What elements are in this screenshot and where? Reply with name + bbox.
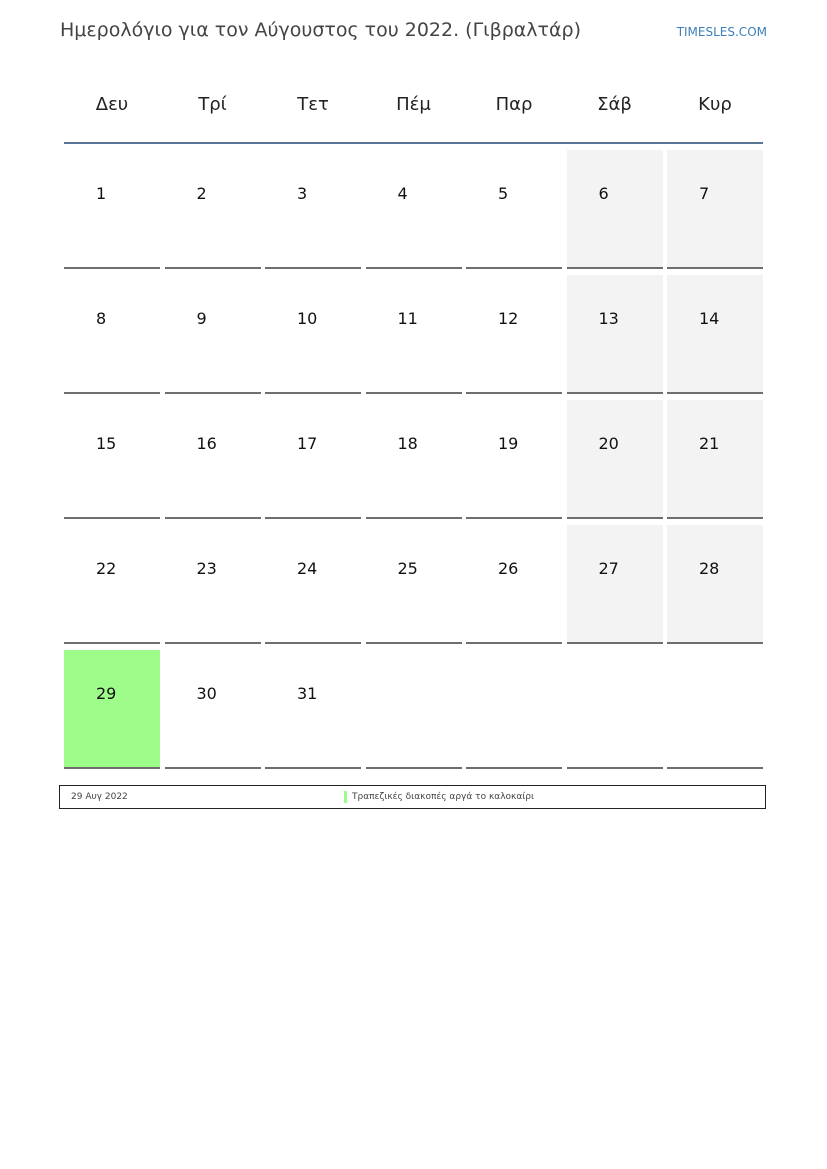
day-number: 29 — [96, 684, 117, 703]
day-cell-13 — [567, 275, 663, 394]
day-number: 6 — [598, 184, 609, 203]
day-cell-30 — [165, 650, 261, 769]
day-number: 1 — [96, 184, 107, 203]
day-number: 10 — [297, 309, 318, 328]
day-cell-10 — [265, 275, 361, 394]
day-number: 13 — [598, 309, 619, 328]
day-number: 2 — [196, 184, 207, 203]
day-number: 16 — [196, 434, 217, 453]
day-cell-22 — [64, 525, 160, 644]
holiday-color-marker — [344, 791, 347, 803]
day-cell-24 — [265, 525, 361, 644]
day-number: 21 — [699, 434, 720, 453]
day-number: 4 — [397, 184, 408, 203]
weekday-fri: Παρ — [495, 94, 533, 115]
day-number: 8 — [96, 309, 107, 328]
day-number: 22 — [96, 559, 117, 578]
day-cell-31 — [265, 650, 361, 769]
day-number: 14 — [699, 309, 720, 328]
day-number: 19 — [498, 434, 519, 453]
day-cell-26 — [466, 525, 562, 644]
day-cell-6 — [567, 150, 663, 269]
day-cell-21 — [667, 400, 763, 519]
day-cell-8 — [64, 275, 160, 394]
empty-day-cell — [466, 650, 562, 769]
day-number: 23 — [196, 559, 217, 578]
page-title: Ημερολόγιο για τον Αύγουστος του 2022. (Γιβραλτάρ) — [60, 19, 581, 41]
day-number: 9 — [196, 309, 207, 328]
day-number: 24 — [297, 559, 318, 578]
day-number: 30 — [196, 684, 217, 703]
weekday-header-row — [64, 80, 763, 144]
holiday-name: Τραπεζικές διακοπές αργά το καλοκαίρι — [352, 792, 535, 802]
day-cell-14 — [667, 275, 763, 394]
day-number: 5 — [498, 184, 509, 203]
weekday-mon: Δευ — [95, 94, 129, 115]
day-cell-28 — [667, 525, 763, 644]
day-number: 17 — [297, 434, 318, 453]
day-number: 20 — [598, 434, 619, 453]
weekday-sat: Σάβ — [597, 94, 632, 115]
day-cell-29 — [64, 650, 160, 769]
day-cell-27 — [567, 525, 663, 644]
holiday-date: 29 Αυγ 2022 — [71, 792, 128, 802]
day-number: 18 — [397, 434, 418, 453]
day-cell-23 — [165, 525, 261, 644]
day-cell-15 — [64, 400, 160, 519]
day-number: 7 — [699, 184, 710, 203]
day-cell-18 — [366, 400, 462, 519]
empty-day-cell — [567, 650, 663, 769]
day-number: 12 — [498, 309, 519, 328]
weekday-tue: Τρί — [198, 94, 227, 115]
day-number: 11 — [397, 309, 418, 328]
day-cell-4 — [366, 150, 462, 269]
weekday-sun: Κυρ — [698, 94, 732, 115]
day-number: 26 — [498, 559, 519, 578]
day-number: 28 — [699, 559, 720, 578]
day-cell-16 — [165, 400, 261, 519]
day-number: 3 — [297, 184, 308, 203]
weekday-wed: Τετ — [297, 94, 329, 115]
day-cell-17 — [265, 400, 361, 519]
day-cell-20 — [567, 400, 663, 519]
day-number: 15 — [96, 434, 117, 453]
day-cell-12 — [466, 275, 562, 394]
holiday-legend — [59, 785, 766, 809]
empty-day-cell — [667, 650, 763, 769]
day-number: 25 — [397, 559, 418, 578]
day-cell-25 — [366, 525, 462, 644]
day-cell-3 — [265, 150, 361, 269]
day-number: 31 — [297, 684, 318, 703]
day-cell-5 — [466, 150, 562, 269]
weekday-thu: Πέμ — [396, 94, 431, 115]
site-link[interactable]: TIMESLES.COM — [676, 25, 767, 39]
day-cell-7 — [667, 150, 763, 269]
day-number: 27 — [598, 559, 619, 578]
day-cell-1 — [64, 150, 160, 269]
day-cell-11 — [366, 275, 462, 394]
day-cell-19 — [466, 400, 562, 519]
empty-day-cell — [366, 650, 462, 769]
day-cell-9 — [165, 275, 261, 394]
day-cell-2 — [165, 150, 261, 269]
